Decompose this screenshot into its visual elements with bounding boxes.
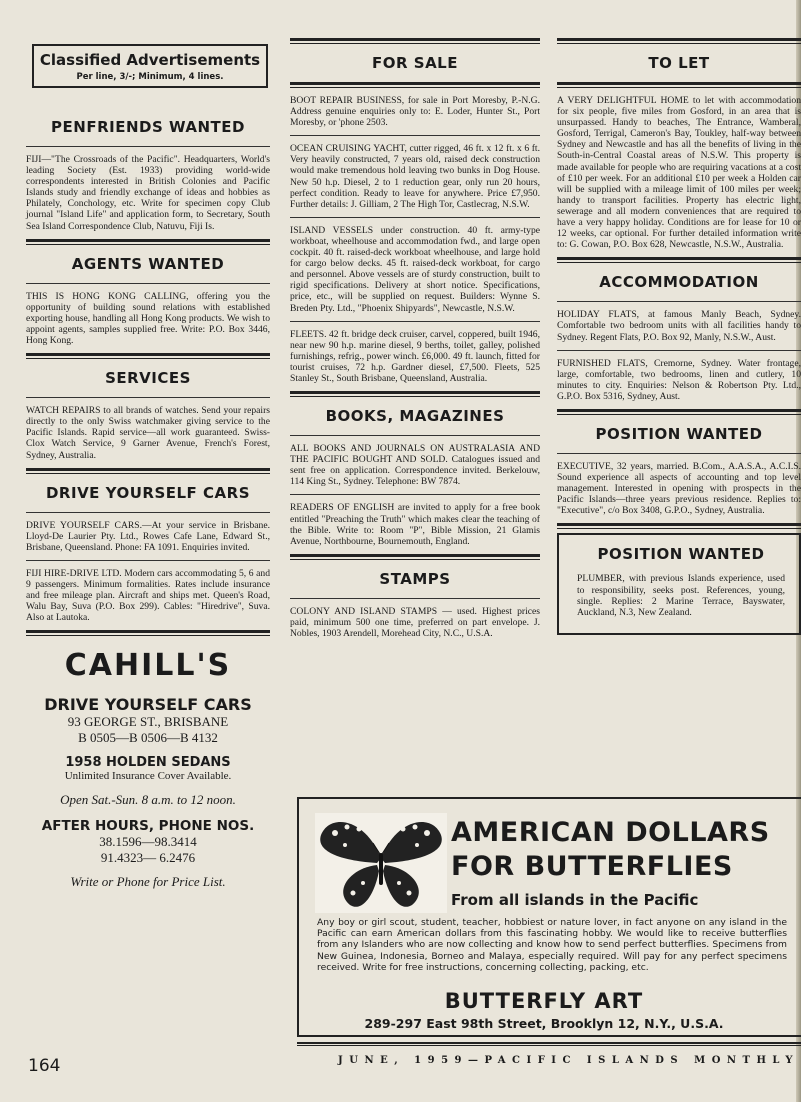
ad-plumber: PLUMBER, with previous Islands experience, used to responsibility, seeks post. References, young, single. Replies: 2 Marine Terrace, Bayswater, Auckland, N.3, New Zealand. — [577, 573, 785, 618]
page-number: 164 — [28, 1056, 61, 1076]
heading-books: BOOKS, MAGAZINES — [325, 407, 505, 426]
classified-header-box — [32, 44, 268, 88]
butterfly-art-ad — [297, 797, 801, 1037]
ad-boot-repair: BOOT REPAIR BUSINESS, for sale in Port Moresby, P.-N.G. Address genuine enquiries only to: E. Loder, Hunter St., Port Moresby, or 'phone 2503. — [290, 95, 540, 129]
cahill-brand: CAHILL'S — [64, 648, 232, 684]
ad-readers-english: READERS OF ENGLISH are invited to apply for a free book entitled "Preaching the Truth" which makes clear the teaching of the Bible. Write to: Room "P", Bible Mission, 21 Glamis Avenue, Northbourne, Bournemouth, England. — [290, 502, 540, 547]
cahill-price-list: Write or Phone for Price List. — [70, 874, 226, 890]
ad-drive-brisbane: DRIVE YOURSELF CARS.—At your service in Brisbane. Lloyd-De Laurier Pty. Ltd., Rowes Cafe Lane, Edward St., Brisbane, Queensland. Phone: FA 1091. Enquiries invited. — [26, 519, 270, 553]
butterfly-company: BUTTERFLY ART — [444, 989, 644, 1013]
column-right — [557, 38, 801, 635]
butterfly-headline-1: AMERICAN DOLLARS — [451, 817, 770, 848]
butterfly-body: Any boy or girl scout, student, teacher, hobbiest or nature lover, in fact anyone on any island in the Pacific can earn American dollars from this fascinating hobby. We would like to receive butterflies from any Islanders who are now collecting and know how to send perfect butterflies. Specimens from New Guinea, Indonesia, Borneo and Malaya, especially required. Will pay for any perfect specimens received. Write for free instructions, concerning collecting, packing, etc. — [317, 917, 787, 973]
cahill-after-hours: AFTER HOURS, PHONE NOS. — [41, 818, 255, 835]
ad-watch-repairs: WATCH REPAIRS to all brands of watches. Send your repairs directly to the only Swiss watchmaker giving service to the Pacific Islands. Rapid service—all work guaranteed. Swiss-Clox Watch Service, 9 Garner Avenue, French's Forest, Sydney, Australia. — [26, 405, 270, 461]
heading-services: SERVICES — [105, 369, 191, 388]
cahill-phone-b: 91.4323— 6.2476 — [100, 850, 196, 866]
running-footer: JUNE, 1959—PACIFIC ISLANDS MONTHLY — [338, 1055, 799, 1066]
heading-drive-yourself: DRIVE YOURSELF CARS — [45, 483, 251, 502]
ad-furnished-flats: FURNISHED FLATS, Cremorne, Sydney. Water frontage, large, comfortable, two bedrooms, linen and cutlery, 10 minutes to city. Enquiries: Nelson & Robertson Pty. Ltd., G.P.O. Box 5316, Sydney, Aust. — [557, 357, 801, 402]
heading-agents: AGENTS WANTED — [71, 254, 225, 273]
ad-yacht: OCEAN CRUISING YACHT, cutter rigged, 46 ft. x 12 ft. x 6 ft. Very heavily constructed, 7 years old, raised deck construction would make tremendous hold leaving two bunks in Dog House. New 50 h.p. Diesel, 2 to 1 reduction gear, only run 20 hours, perfect condition. Ready to leave for anywhere. Price £7,950. Further details: J. Gilliam, 2 The High Tor, Castlecrag, N.S.W. — [290, 143, 540, 210]
heading-position-wanted-2: POSITION WANTED — [597, 545, 765, 564]
cahill-phone-a: 38.1596—98.3414 — [99, 834, 197, 850]
ad-executive: EXECUTIVE, 32 years, married. B.Com., A.A.S.A., A.C.I.S. Sound experience all aspects of accounting and top level management. Interested in opening with prospects in the Pacific Islands—three years previous residence. Replies to: "Executive", c/o Box 3408, G.P.O., Sydney, Australia. — [557, 460, 801, 517]
heading-position-wanted: POSITION WANTED — [595, 424, 763, 443]
column-middle — [290, 38, 540, 646]
divider — [557, 523, 801, 529]
heading-penfriends: PENFRIENDS WANTED — [51, 118, 245, 136]
ad-holiday-flats: HOLIDAY FLATS, at famous Manly Beach, Sydney. Comfortable two bedroom units with all facilities handy to Sydney. Regent Flats, P.O. Box 92, Manly, N.S.W., Aust. — [557, 309, 801, 343]
position-wanted-box — [557, 533, 801, 634]
footer-rule — [297, 1042, 801, 1046]
cahill-phones: B 0505—B 0506—B 4132 — [78, 730, 218, 746]
cahill-hours: Open Sat.-Sun. 8 a.m. to 12 noon. — [60, 792, 236, 808]
ad-stamps: COLONY AND ISLAND STAMPS — used. Highest prices paid, minimum 500 one time, preferred on part envelope. J. Nobles, 1903 Arendell, Morehead City, N.C., U.S.A. — [290, 605, 540, 639]
ad-penfriends: FIJI—"The Crossroads of the Pacific". Headquarters, World's leading Society (Est. 1933) providing world-wide correspondents interested in British Colonies and Pacific Islands study and friendly exchange of ideas and hobbies as Philately, Conchology, etc. Write for specimen copy Club journal "Island Life" and application form, to Secretary, South Sea Island Correspondence Club, Natuvu, Fiji Is. — [26, 154, 270, 232]
heading-accommodation: ACCOMMODATION — [599, 273, 759, 292]
cahill-line1: DRIVE YOURSELF CARS — [44, 695, 252, 715]
classified-title: Classified Advertisements — [39, 51, 261, 69]
butterfly-illustration — [315, 813, 447, 913]
cahill-sedans: 1958 HOLDEN SEDANS — [65, 755, 231, 771]
butterfly-address: 289-297 East 98th Street, Brooklyn 12, N.Y., U.S.A. — [364, 1016, 724, 1031]
ad-island-vessels: ISLAND VESSELS under construction. 40 ft. army-type workboat, wheelhouse and accommodation fwd., and large open cockpit. 40 ft. raised-deck workboat wheelhouse, and large hold for cargo below decks. 45 ft. raised-deck workboat, for cargo and personnel. Above vessels are of sturdy construction, built to rigid specifications. Delivery at short notice. Specifications, price, etc., will be supplied on request. Builders: Wynne S. Breden Pty. Ltd., "Phoenix Shipyards", Newcastle, N.S.W. — [290, 224, 540, 314]
ad-books-journals: ALL BOOKS AND JOURNALS ON AUSTRALASIA AND THE PACIFIC BOUGHT AND SOLD. Catalogues issued and sent free on application. Correspondence invited. Berkelouw, 114 King St., Sydney. Telephone: BW 7874. — [290, 443, 540, 488]
heading-for-sale: FOR SALE — [372, 54, 458, 72]
ad-agents: THIS IS HONG KONG CALLING, offering you the opportunity of building sound relations with established exporting house, handling all Hong Kong products. We wish to appoint agents, samples supplied free. Write: P.O. Box 3446, Hong Kong. — [26, 290, 270, 347]
heading-stamps: STAMPS — [379, 569, 451, 588]
ad-fiji-hire: FIJI HIRE-DRIVE LTD. Modern cars accommodating 5, 6 and 9 passengers. Minimum formalities. Rates include insurance and free mileage plan. Aircraft and ships met. Queen's Road, Walu Bay, Suva (P.O. Box 299). Cables: "Hiredrive", Suva. Also at Lautoka. — [26, 567, 270, 624]
cahill-insurance: Unlimited Insurance Cover Available. — [64, 770, 232, 783]
ad-fleets: FLEETS. 42 ft. bridge deck cruiser, carvel, coppered, built 1946, near new 90 h.p. marine diesel, 9 berths, toilet, galley, polished furnishings, refrig., power winch. £6,000. 49 ft. launch, fitted for tourist cruises, 72 h.p. Gardner diesel, £7,500. Fleets, 525 Stanley St., South Brisbane, Queensland, Australia. — [290, 328, 540, 384]
butterfly-headline-2: FOR BUTTERFLIES — [451, 851, 733, 882]
cahill-address: 93 GEORGE ST., BRISBANE — [67, 714, 229, 730]
heading-to-let: TO LET — [648, 54, 710, 72]
column-left — [26, 104, 270, 890]
butterfly-subhead: From all islands in the Pacific — [451, 891, 699, 909]
classified-rates: Per line, 3/-; Minimum, 4 lines. — [76, 72, 224, 82]
ad-delightful-home: A VERY DELIGHTFUL HOME to let with accommodation for six people, five miles from Gosford, in an area that is unsurpassed. Handy to beaches, The Entrance, Wamberal, Gosford, Terrigal, Cameron's Bay, Toukley, half-way between Sydney and Newcastle and has all the benefits of living in the South-in-Central Coastal areas of N.S.W. This property is made available for people who are requiring vacations at a cost of £10 per week. For an additional £10 per week a Holden car will be supplied with a mileage limit of 100 miles per week; handy to transport facilities. Property has electric light, sewerage and all modern conveniences that are required to have a very happy holiday. Conditions are for lease for 10 or 12 weeks, car optional. For further detailed information write to: G. Cowan, P.O. Box 628, Newcastle, N.S.W., Australia. — [557, 95, 801, 251]
cahill-ad — [26, 636, 270, 890]
